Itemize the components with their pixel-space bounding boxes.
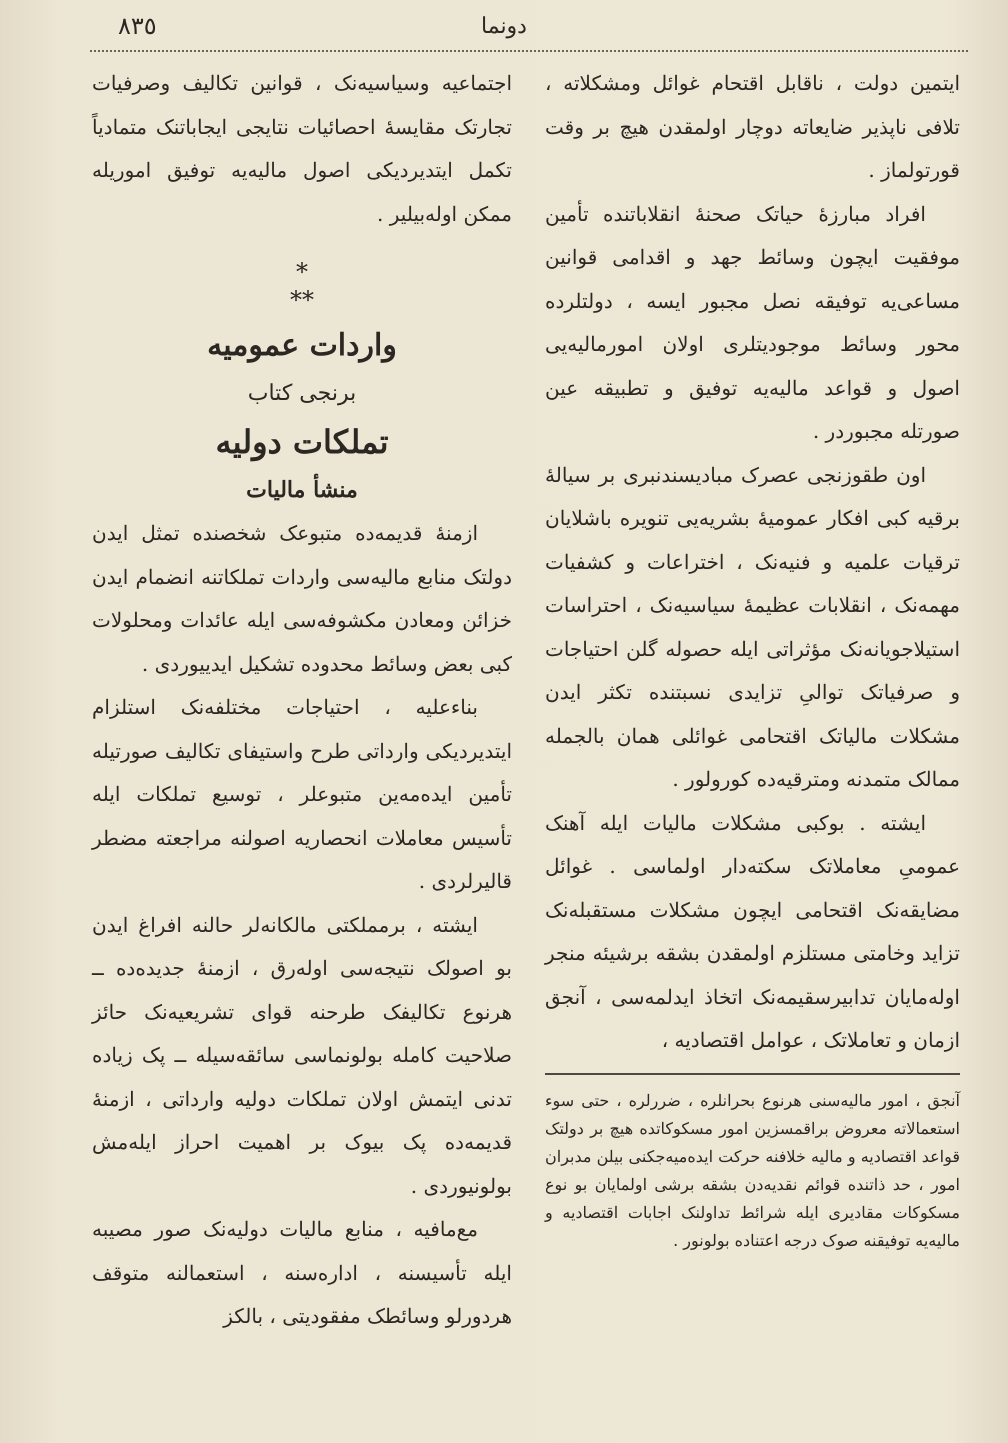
asterism: * ** xyxy=(290,258,314,314)
section-heading: واردات عمومیه xyxy=(207,328,397,363)
header-rule xyxy=(90,50,968,52)
paragraph: ایتمین دولت ، ناقابل اقتحام غوائل ومشکلاته ، تلافی ناپذیر ضایعاته دوچار اولمقدن هیچ بر وقت قورتولماز . xyxy=(545,71,960,182)
footnote-rule xyxy=(545,1073,960,1075)
paragraph: ایشته ، برمملکتی مالکانه‌لر حالنه افراغ ایدن بو اصولک نتیجه‌سی اوله‌رق ، ازمنۀ جدیده‌ده ــ هرنوع تکالیفک طرحنه قوای تشریعیه‌نک حائز صلاحیت کامله بولونماسی سائقه‌سیله ــ پک زیاده تدنی ایتمش اولان تملکات دولیه وارداتی ، ازمنۀ قدیمه‌ده پک بیوک بر اهمیت احراز ایلەمش بولونیوردی . xyxy=(92,912,512,1198)
right-column xyxy=(545,62,960,1063)
running-title: دونما xyxy=(481,14,527,39)
paragraph: ایشته . بوکبی مشکلات مالیات ایله آهنک عمومیِ معاملاتک سکته‌دار اولماسی . غوائل مضایقه‌نک اقتحامی ایچون مشکلات مستقبله‌نک تزاید وخامتی مستلزم اولمقدن بشقه برشیئه منجر اوله‌مایان تدابیرسقیمه‌نک اتخاذ ایدلمه‌سی ، آنجق ازمان و تعاملاتک ، عوامل اقتصادیه ، xyxy=(545,810,960,1052)
chapter-title: تملکات دولیه xyxy=(215,423,389,461)
paragraph: بناءعلیه ، احتیاجات مختلفه‌نک استلزام ایتدیردیکی وارداتی طرح واستیفای تکالیف صورتیله تأمین ایده‌مه‌ین متبوعلر ، توسیع تملکات ایله تأسیس معاملات انحصاریه اصولنه مراجعته مضطر قالیرلردی . xyxy=(92,695,512,893)
paragraph: افراد مبارزۀ حیاتک صحنۀ انقلاباتنده تأمین موفقیت ایچون وسائط جهد و اقدامی قوانین مساعی‌یه توفیقه نصل مجبور ایسه ، دولتلرده محور وسائط موجودیتلری اولان امورمالیه‌یی اصول و قواعد مالیه‌یه توفیق و تطبیقه عین صورتله مجبوردر . xyxy=(545,201,960,443)
footnote: آنجق ، امور مالیه‌سنی هرنوع بحرانلره ، ضررلره ، حتی سوء استعمالاته معروض براقمسزین امور مسکوکاتده هیچ بر دولتک قواعد اقتصادیه و مالیه خلافنه حرکت ایده‌میه‌جکنی بیلن مدبران امور ، حد ذاتنده قوائم نقدیه‌دن بشقه برشی اولمایان بو نوع مسکوکات مقادیری ایله شرائط تداولنک اجابات اقتصادیه و مالیه‌یه توفیقنه صوک درجه اعتناده بولونور . xyxy=(545,1091,960,1250)
subheading: منشأ مالیات xyxy=(246,477,358,503)
paragraph: ازمنۀ قدیمه‌ده متبوعک شخصنده تمثل ایدن دولتک منابع مالیه‌سی واردات تملکاتنه انضمام ایدن خزائن ومعادن مکشوفه‌سی ایله عائدات ومحلولات کبی بعض وسائط محدوده تشکیل ایدییوردی . xyxy=(92,521,512,676)
opening-paragraph: اجتماعیه وسیاسیه‌نک ، قوانین تکالیف وصرفیات تجارتک مقایسۀ احصائیات نتایجی ایجاباتنک متمادیاً تکمل ایتدیردیکی اصول مالیه‌یه توفیق اموریله ممکن اوله‌بیلیر . xyxy=(92,71,512,226)
left-column xyxy=(92,62,512,1339)
paragraph: اون طقوزنجی عصرک مبادیسندنبری بر سیالۀ برقیه کبی افکار عمومیۀ بشریه‌یی تنویره باشلایان ترقیات علمیه و فنیه‌نک ، اختراعات و کشفیات مهمه‌نک ، انقلابات عظیمۀ سیاسیه‌نک ، احتراسات استیلاجویانه‌نک مؤثراتی ایله حصوله گلن احتیاجات و صرفیاتک توالیِ تزایدی نسبتنده تکثر ایدن مشکلات مالیاتک اقتحامی غوائلی همان بالجمله ممالک متمدنه ومترقیه‌ده کورولور . xyxy=(545,462,960,791)
paragraph: مع‌مافیه ، منابع مالیات دولیه‌نک صور مصیبه ایله تأسیسنه ، اداره‌سنه ، استعمالنه متوقف هردورلو وسائطک مفقودیتی ، بالکز xyxy=(92,1217,512,1328)
book-label: برنجی کتاب xyxy=(247,381,357,406)
page-number: ٨٣٥ xyxy=(118,12,157,40)
